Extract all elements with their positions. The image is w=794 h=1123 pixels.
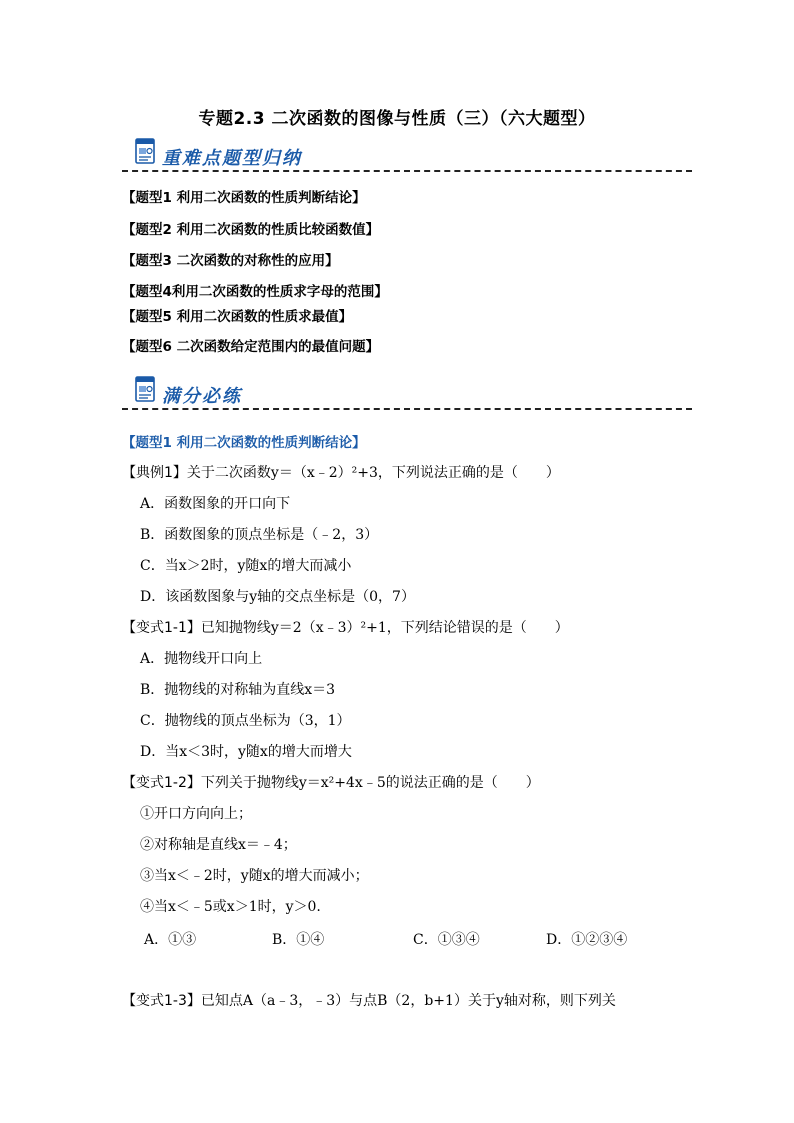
variant-tag: 【变式1-2】 — [122, 775, 201, 791]
toc-item-type-5: 【题型5 利用二次函数的性质求最值】 — [122, 309, 353, 325]
variant-1-2-stem — [122, 772, 540, 792]
toc-item-type-2: 【题型2 利用二次函数的性质比较函数值】 — [122, 222, 380, 238]
document-chart-icon — [135, 138, 155, 164]
document-chart-icon — [135, 376, 155, 402]
dashed-divider — [122, 170, 692, 172]
toc-item-type-3: 【题型3 二次函数的对称性的应用】 — [122, 253, 339, 269]
statement-3: ③当x＜﹣2时，y随x的增大而减小； — [140, 868, 369, 884]
option-a: A．抛物线开口向上 — [140, 651, 263, 667]
example-tag: 【典例1】 — [122, 465, 187, 481]
section-label: 满分必练 — [162, 386, 242, 407]
type-1-heading: 【题型1 利用二次函数的性质判断结论】 — [122, 435, 366, 451]
statement-1: ①开口方向向上； — [140, 806, 252, 822]
question-stem: 已知抛物线y＝2（x﹣3）²+1，下列结论错误的是（ ） — [200, 620, 569, 636]
example-1-stem — [122, 462, 560, 482]
variant-tag: 【变式1-1】 — [122, 620, 201, 636]
choice-b: B．①④ — [272, 932, 325, 948]
option-d: D．当x＜3时，y随x的增大而增大 — [140, 744, 352, 760]
section-header-practice — [122, 376, 692, 416]
option-a: A．函数图象的开口向下 — [140, 496, 291, 512]
choice-a: A．①③ — [144, 932, 197, 948]
dashed-divider — [122, 408, 692, 410]
page-title: 专题2.3 二次函数的图像与性质（三）（六大题型） — [198, 109, 596, 129]
option-c: C．当x＞2时，y随x的增大而减小 — [140, 558, 352, 574]
variant-tag: 【变式1-3】 — [122, 993, 201, 1009]
toc-item-type-6: 【题型6 二次函数给定范围内的最值问题】 — [122, 339, 380, 355]
section-label: 重难点题型归纳 — [162, 148, 302, 169]
toc-item-type-1: 【题型1 利用二次函数的性质判断结论】 — [122, 190, 366, 206]
option-d: D．该函数图象与y轴的交点坐标是（0，7） — [140, 589, 415, 605]
question-stem: 下列关于抛物线y＝x²+4x﹣5的说法正确的是（ ） — [200, 775, 540, 791]
statement-4: ④当x＜﹣5或x＞1时，y＞0. — [140, 899, 321, 915]
question-stem: 关于二次函数y＝（x﹣2）²+3，下列说法正确的是（ ） — [186, 465, 560, 481]
section-header-key-types — [122, 138, 692, 178]
choice-c: C．①③④ — [413, 932, 480, 948]
option-c: C．抛物线的顶点坐标为（3，1） — [140, 713, 351, 729]
toc-item-type-4: 【题型4利用二次函数的性质求字母的范围】 — [122, 284, 388, 300]
question-stem: 已知点A（a﹣3，﹣3）与点B（2，b+1）关于y轴对称，则下列关 — [200, 993, 616, 1009]
variant-1-3-stem — [122, 990, 616, 1010]
variant-1-1-stem — [122, 617, 569, 637]
statement-2: ②对称轴是直线x＝﹣4； — [140, 837, 297, 853]
option-b: B．抛物线的对称轴为直线x＝3 — [140, 682, 336, 698]
option-b: B．函数图象的顶点坐标是（﹣2，3） — [140, 527, 379, 543]
choice-d: D．①②③④ — [546, 932, 628, 948]
